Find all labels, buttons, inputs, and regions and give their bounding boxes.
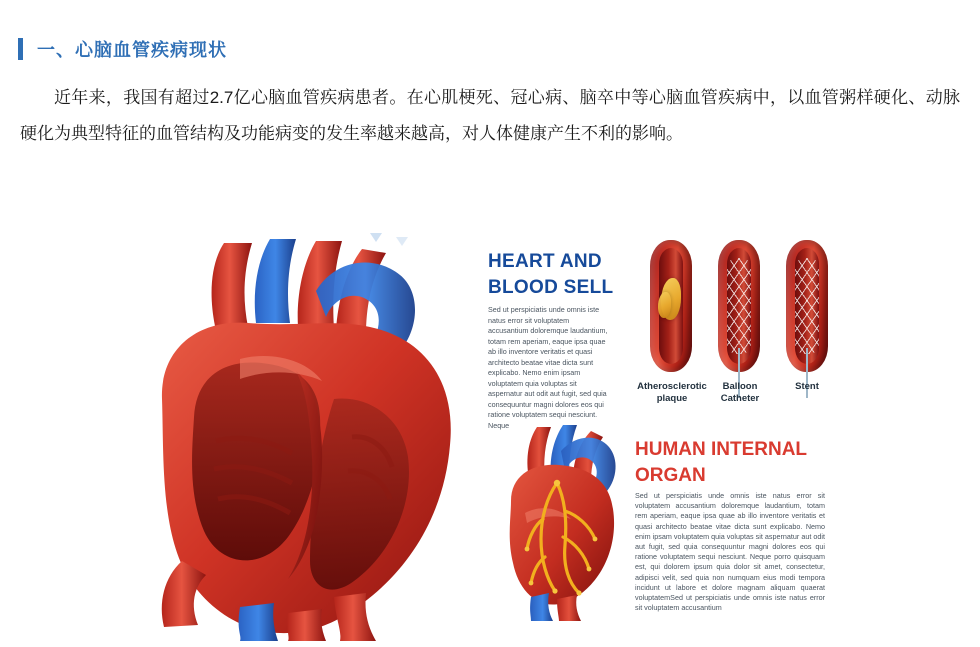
section-heading [18, 36, 980, 62]
artery-caption-plaque: Atherosclerotic plaque [637, 381, 707, 404]
organ-block-title: HUMAN INTERNAL ORGAN [635, 439, 807, 486]
artery-caption-balloon: Balloon Catheter [720, 381, 760, 404]
heart-block-title: HEART AND BLOOD SELL [488, 251, 614, 298]
illustration-figure [0, 221, 980, 647]
heading-accent-bar [18, 38, 23, 60]
artery-stent [786, 240, 828, 372]
artery-caption-stent: Stent [795, 381, 819, 392]
heart-block-body: Sed ut perspiciatis unde omnis iste natus error sit voluptatem accusantium doloremque laudantium, totam rem aperiam, eaque ipsa quae ab illo inventore veritatis et quasi architecto beatae vitae dicta sunt explicabo. Nemo enim ipsam voluptatem quia voluptas sit aspernatur aut odit aut fugit, sed quia consequuntur magni dolores eos qui ratione voluptatem sequi nesciunt. Neque [488, 305, 608, 430]
heart-with-coronary-vessels-illustration [495, 421, 635, 621]
stent-mesh [795, 258, 819, 354]
balloon-mesh [727, 258, 751, 354]
artery-series [637, 236, 850, 416]
artery-balloon-catheter [718, 240, 760, 372]
document-page [0, 36, 980, 647]
organ-block-body: Sed ut perspiciatis unde omnis iste natus error sit voluptatem accusantium doloremque laudantium, totam rem aperiam, eaque ipsa quae ab illo inventore veritatis et quasi architecto beatae vitae dicta sunt explicabo. Nemo enim ipsam voluptatem quia voluptas sit aspernatur aut odit aut fugit, sed quia consequuntur magni dolores eos qui ratione voluptatem sequi nesciunt. Neque porro quisquam est, qui dolorem ipsum quia dolor sit amet, consectetur, adipisci velit, sed quia non numquam eius modi tempora incidunt ut labore et dolore magnam aliquam quaerat voluptatemSed ut perspiciatis unde omnis iste natus error sit voluptatem accusantium [635, 491, 825, 613]
page-title: 一、心脑血管疾病现状 [37, 40, 227, 60]
artery-atherosclerotic-plaque [650, 240, 692, 372]
body-paragraph: 近年来，我国有超过2.7亿心脑血管疾病患者。在心肌梗死、冠心病、脑卒中等心脑血管疾病中，以血管粥样硬化、动脉硬化为典型特征的血管结构及功能病变的发生率越来越高，对人体健康产生不利的影响。 [20, 88, 960, 143]
heart-cross-section-illustration [120, 231, 480, 641]
